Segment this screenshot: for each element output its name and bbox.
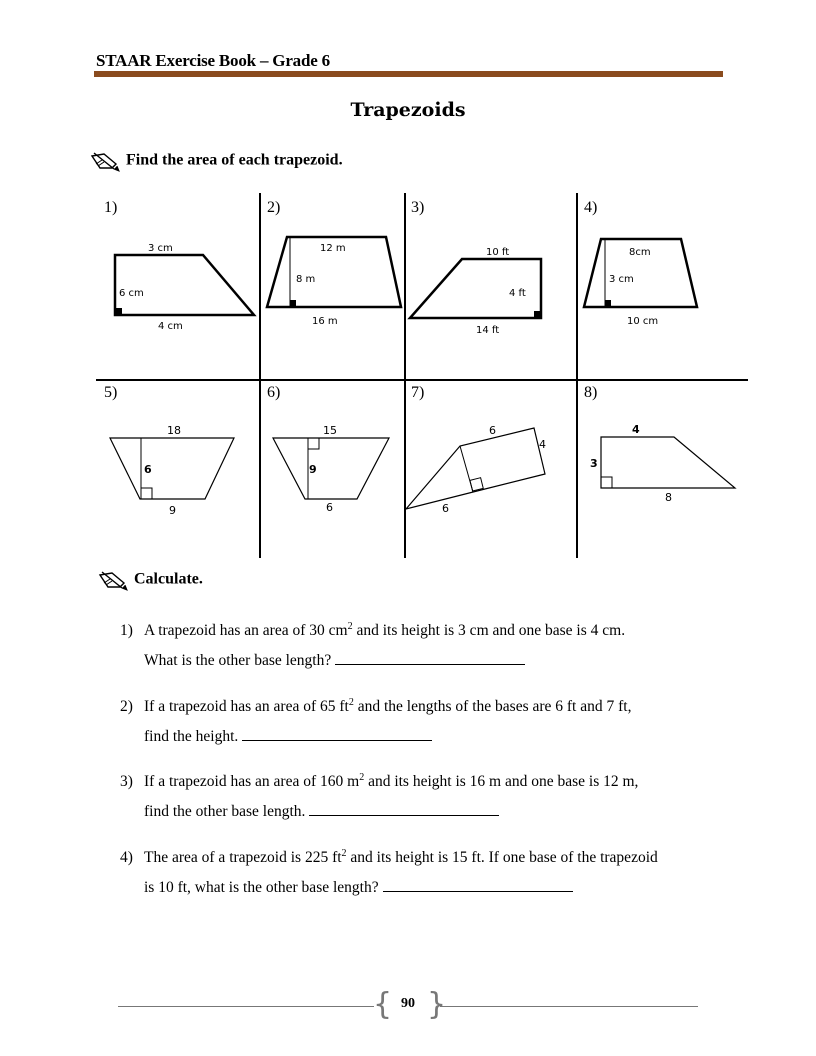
footer-rule (118, 1006, 374, 1007)
trapezoid-figure-3 (410, 247, 541, 336)
superscript: 2 (359, 772, 365, 783)
label: 3 cm (148, 243, 173, 254)
question-number: 2) (120, 698, 133, 716)
question-text: and its height is 15 ft. If one base of the trapezoid (346, 849, 658, 867)
superscript: 2 (347, 621, 353, 632)
label: 4 (539, 438, 546, 451)
trapezoid-figure-8 (590, 423, 735, 504)
question-text: What is the other base length? (144, 652, 332, 670)
label: 9 (309, 463, 317, 476)
question-4 (120, 839, 760, 903)
question-text: If a trapezoid has an area of 160 m (144, 773, 360, 791)
question-number: 4) (120, 849, 133, 867)
left-brace-icon: { (373, 987, 393, 1022)
label: 3 cm (609, 274, 634, 285)
page-title: Trapezoids (350, 99, 466, 121)
label: 8 (665, 491, 672, 504)
superscript: 2 (341, 848, 347, 859)
label: 18 (167, 424, 181, 437)
superscript: 2 (348, 697, 354, 708)
trapezoid-figure-1 (115, 243, 254, 332)
label: 14 ft (476, 325, 500, 336)
label: 4 cm (158, 321, 183, 332)
trapezoid-figure-5 (110, 424, 234, 517)
question-text: A trapezoid has an area of 30 cm (144, 622, 348, 640)
question-text: and the lengths of the bases are 6 ft and 7 ft, (353, 698, 632, 716)
problem-number: 8) (584, 384, 598, 401)
question-1 (120, 612, 740, 676)
label: 15 (323, 424, 337, 437)
label: 4 ft (509, 288, 526, 299)
question-number: 3) (120, 773, 133, 791)
section2-heading-text: Calculate. (134, 570, 203, 588)
problem-number: 6) (267, 384, 281, 401)
label: 8 m (296, 274, 316, 285)
header-title: STAAR Exercise Book – Grade 6 (96, 51, 330, 70)
question-text: and its height is 16 m and one base is 12 m, (364, 773, 639, 791)
label: 6 cm (119, 288, 144, 299)
label: 6 (489, 424, 496, 437)
label: 6 (144, 463, 152, 476)
right-brace-icon: } (427, 987, 447, 1022)
question-text: The area of a trapezoid is 225 ft (144, 849, 342, 867)
problem-number: 1) (104, 199, 118, 216)
trapezoid-figure-6 (273, 424, 389, 514)
question-text: is 10 ft, what is the other base length? (144, 879, 379, 897)
trapezoid-figure-4 (584, 239, 697, 327)
trapezoid-figure-2 (267, 237, 401, 327)
label: 10 cm (627, 316, 659, 327)
label: 3 (590, 457, 598, 470)
label: 6 (442, 502, 449, 515)
page-number: 90 (401, 996, 415, 1011)
label: 12 m (320, 243, 346, 254)
label: 9 (169, 504, 176, 517)
question-text: If a trapezoid has an area of 65 ft (144, 698, 349, 716)
question-number: 1) (120, 622, 133, 640)
label: 16 m (312, 316, 338, 327)
trapezoid-figure-7 (406, 424, 546, 515)
label: 4 (632, 423, 640, 436)
problem-number: 5) (104, 384, 118, 401)
question-text: find the height. (144, 728, 239, 746)
answer-blank[interactable] (242, 728, 432, 741)
section2-heading (98, 569, 203, 591)
footer-rule (440, 1006, 698, 1007)
answer-blank[interactable] (383, 879, 573, 892)
label: 6 (326, 501, 333, 514)
question-2 (120, 688, 740, 752)
question-text: find the other base length. (144, 803, 306, 821)
problem-number: 3) (411, 199, 425, 216)
question-3 (120, 763, 740, 827)
label: 8cm (629, 247, 651, 258)
problem-number: 7) (411, 384, 425, 401)
problem-number: 4) (584, 199, 598, 216)
section1-heading-text: Find the area of each trapezoid. (126, 151, 343, 169)
pencil-hand-icon (98, 569, 130, 591)
answer-blank[interactable] (309, 803, 499, 816)
question-text: and its height is 3 cm and one base is 4 cm. (352, 622, 626, 640)
problem-number: 2) (267, 199, 281, 216)
answer-blank[interactable] (335, 652, 525, 665)
label: 10 ft (486, 247, 510, 258)
